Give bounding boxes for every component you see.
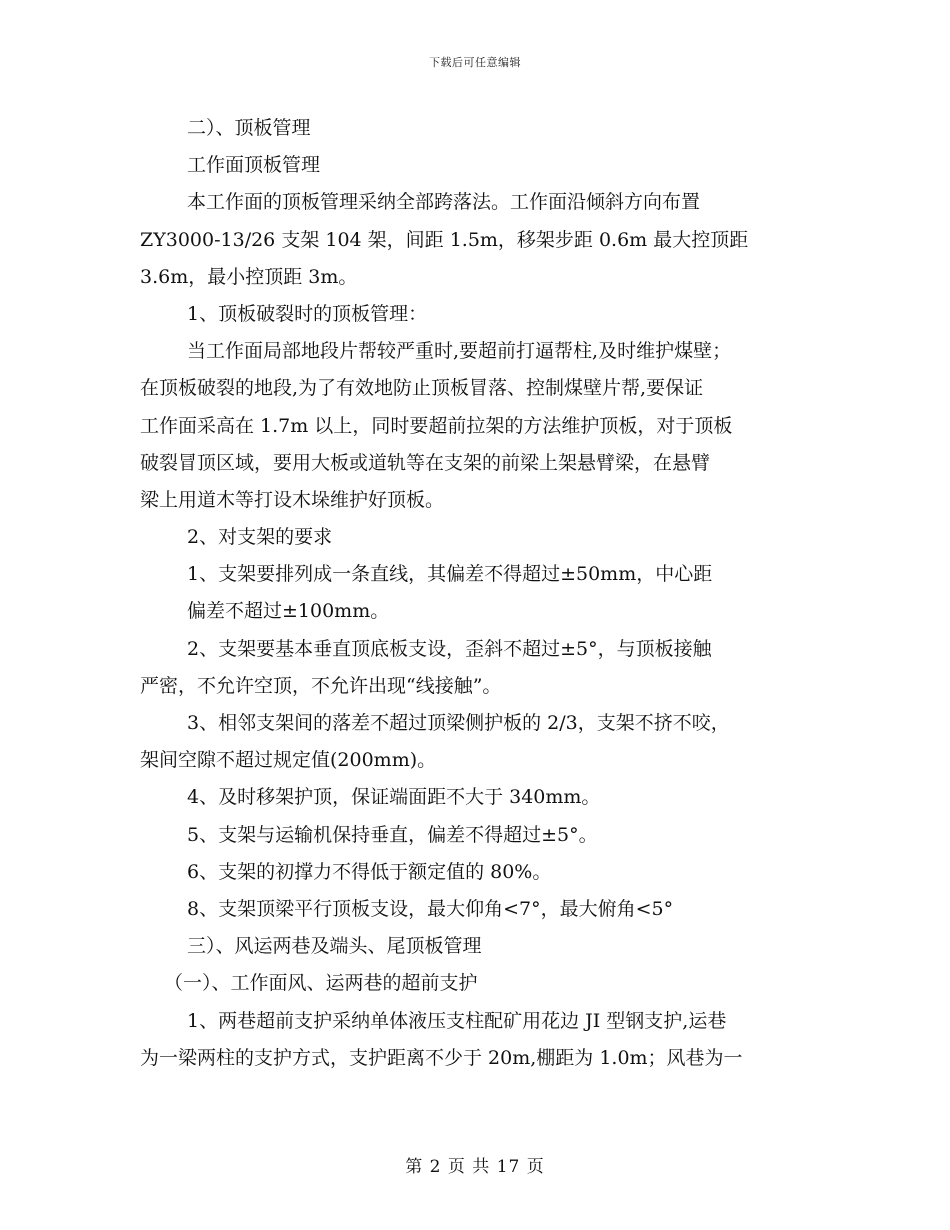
subheading-advance-support: （一）、工作面风、运两巷的超前支护 bbox=[164, 972, 478, 995]
list-item-continuation: 偏差不超过±100mm。 bbox=[187, 600, 390, 623]
paragraph-line: 本工作面的顶板管理采纳全部跨落法。工作面沿倾斜方向布置 bbox=[187, 191, 701, 214]
paragraph-line: 1、两巷超前支护采纳单体液压支柱配矿用花边 JI 型钢支护,运巷 bbox=[187, 1009, 727, 1032]
paragraph-line: ZY3000-13/26 支架 104 架，间距 1.5m，移架步距 0.6m 最大控顶距 bbox=[140, 228, 749, 251]
list-item: 8、支架顶梁平行顶板支设，最大仰角<7°，最大俯角<5° bbox=[187, 897, 674, 920]
list-item-continuation: 严密，不允许空顶，不允许出现“线接触”。 bbox=[140, 674, 502, 697]
paragraph-line: 在顶板破裂的地段,为了有效地防止顶板冒落、控制煤壁片帮,要保证 bbox=[140, 377, 704, 400]
paragraph-line: 当工作面局部地段片帮较严重时,要超前打逼帮柱,及时维护煤壁； bbox=[187, 340, 732, 363]
list-item: 2、支架要基本垂直顶底板支设，歪斜不超过±5°，与顶板接触 bbox=[187, 637, 712, 660]
section-heading-roadway-roof: 三）、风运两巷及端头、尾顶板管理 bbox=[187, 935, 482, 958]
paragraph-line: 3.6m，最小控顶距 3m。 bbox=[140, 265, 358, 288]
paragraph-line: 为一梁两柱的支护方式，支护距离不少于 20m,棚距为 1.0m；风巷为一 bbox=[140, 1046, 743, 1069]
paragraph-line: 破裂冒顶区域，要用大板或道轨等在支架的前梁上架悬臂梁，在悬臂 bbox=[140, 451, 711, 474]
paragraph-line: 梁上用道木等打设木垛维护好顶板。 bbox=[140, 488, 445, 511]
list-heading-broken-roof: 1、顶板破裂时的顶板管理： bbox=[187, 302, 428, 325]
subheading-working-face-roof: 工作面顶板管理 bbox=[187, 154, 321, 177]
list-item-continuation: 架间空隙不超过规定值(200mm)。 bbox=[140, 749, 437, 772]
list-item: 3、相邻支架间的落差不超过顶梁侧护板的 2/3，支架不挤不咬， bbox=[187, 712, 730, 734]
section-heading-roof-management: 二）、顶板管理 bbox=[187, 117, 311, 139]
document-body bbox=[140, 110, 810, 1077]
list-heading-support-requirements: 2、对支架的要求 bbox=[187, 526, 333, 549]
list-item: 1、支架要排列成一条直线，其偏差不得超过±50mm，中心距 bbox=[187, 563, 713, 586]
list-item: 6、支架的初撑力不得低于额定值的 80%。 bbox=[187, 860, 552, 883]
page-footer: 第 2 页 共 17 页 bbox=[405, 1157, 545, 1177]
paragraph-line: 工作面采高在 1.7m 以上，同时要超前拉架的方法维护顶板，对于顶板 bbox=[140, 414, 733, 437]
list-item: 4、及时移架护顶，保证端面距不大于 340mm。 bbox=[187, 786, 601, 809]
list-item: 5、支架与运输机保持垂直，偏差不得超过±5°。 bbox=[187, 823, 598, 846]
page-header: 下载后可任意编辑 bbox=[429, 56, 521, 69]
